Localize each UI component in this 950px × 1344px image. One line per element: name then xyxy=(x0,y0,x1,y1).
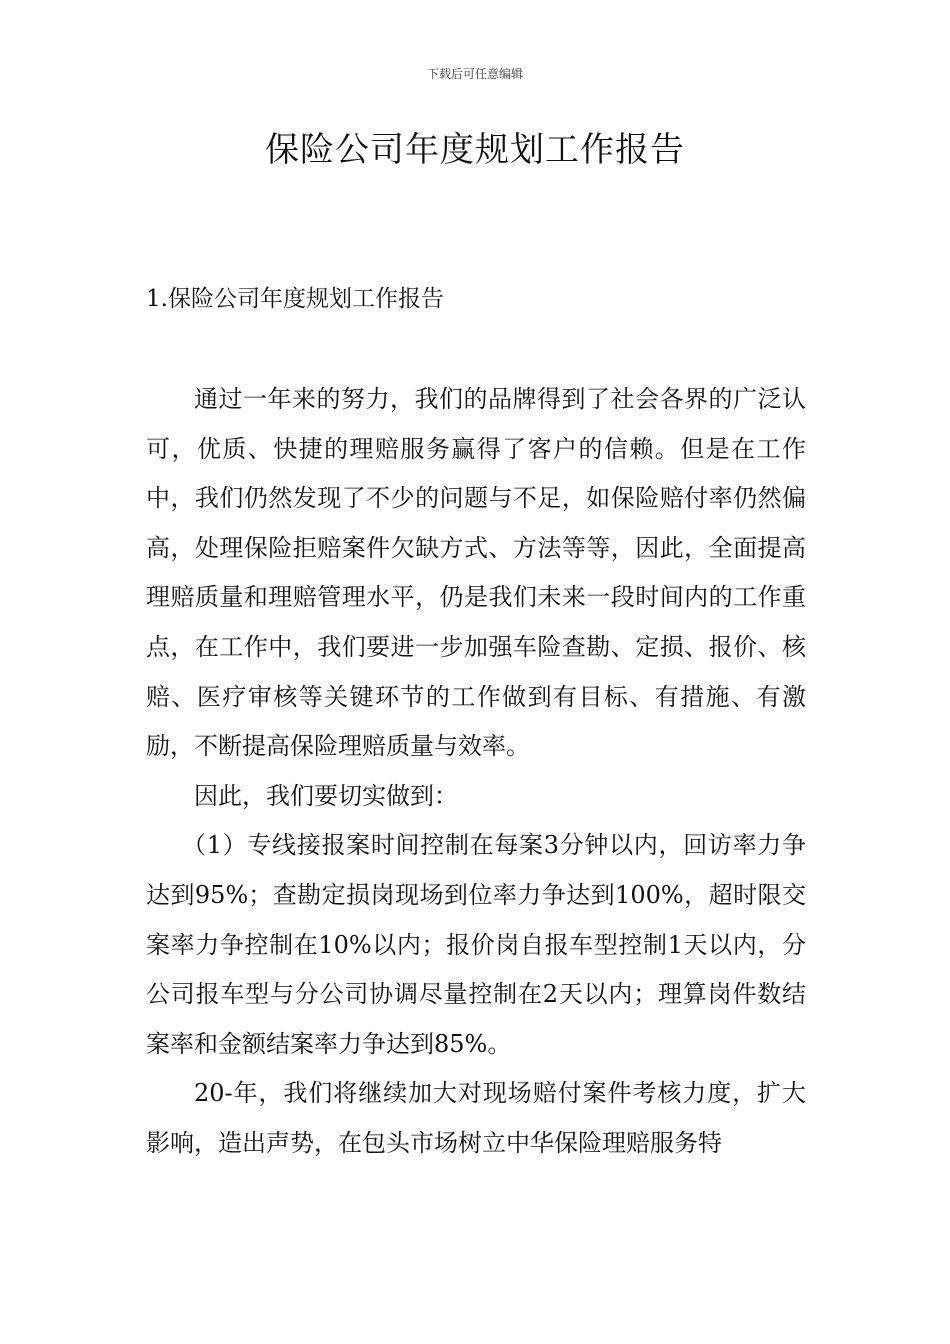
paragraph-therefore: 因此，我们要切实做到： xyxy=(194,781,458,810)
paragraph-intro: 通过一年来的努力，我们的品牌得到了社会各界的广泛认可，优质、快捷的理赔服务赢得了客户的信赖。但是在工作中，我们仍然发现了不少的问题与不足，如保险赔付率仍然偏高，处理保险拒赔案件欠缺方式、方法等等，因此，全面提高理赔质量和理赔管理水平，仍是我们未来一段时间内的工作重点，在工作中，我们要进一步加强车险查勘、定损、报价、核赔、医疗审核等关键环节的工作做到有目标、有措施、有激励，不断提高保险理赔质量与效率。 xyxy=(146,385,806,761)
section-heading: 1.保险公司年度规划工作报告 xyxy=(146,286,444,312)
paragraph-plan: 20-年，我们将继续加大对现场赔付案件考核力度，扩大影响，造出声势，在包头市场树立中华保险理赔服务特 xyxy=(146,1079,806,1157)
paragraph-item-1: （1）专线接报案时间控制在每案3分钟以内，回访率力争达到95%；查勘定损岗现场到位率力争达到100%，超时限交案率力争控制在10%以内；报价岗自报车型控制1天以内，分公司报车型与分公司协调尽量控制在2天以内；理算岗件数结案率和金额结案率力争达到85%。 xyxy=(146,831,806,1058)
header-note: 下载后可任意编辑 xyxy=(426,67,523,81)
document-title: 保险公司年度规划工作报告 xyxy=(265,130,685,170)
document-body xyxy=(146,375,806,1169)
